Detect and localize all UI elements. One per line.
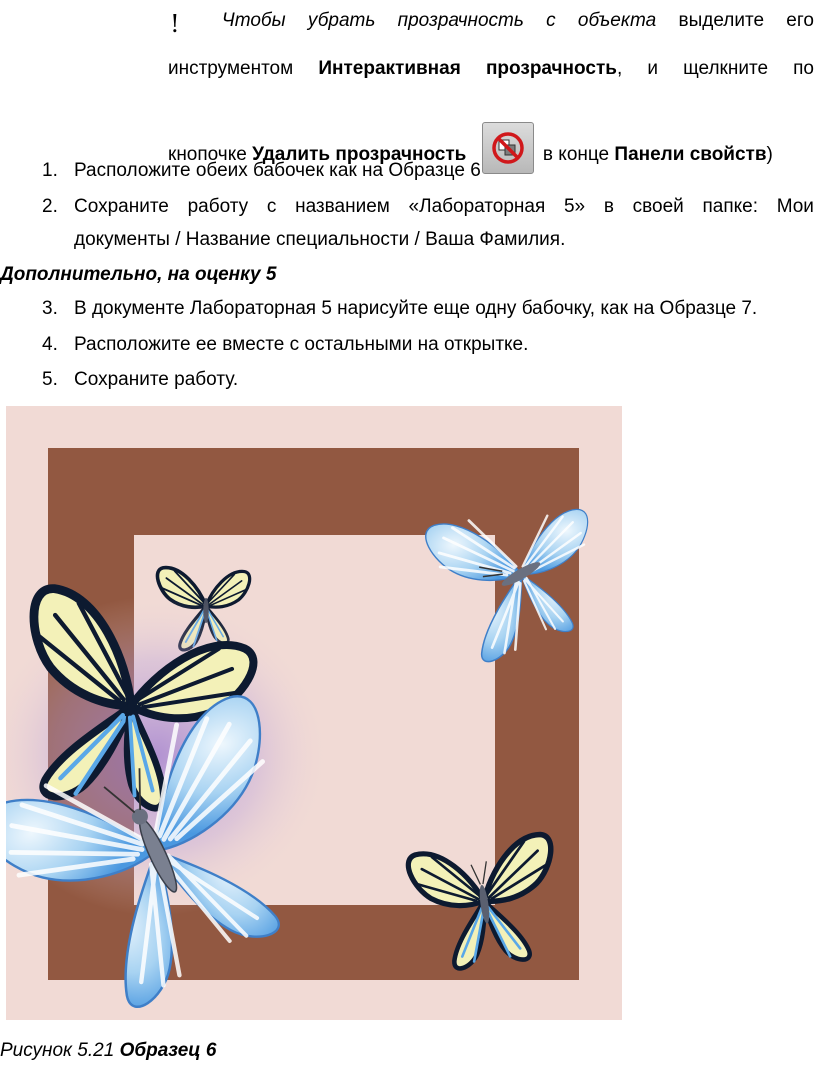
note-word: инструментом <box>168 58 294 79</box>
item-number: 4. <box>42 334 58 355</box>
item-text: Сохраните работу. <box>74 369 239 390</box>
item-word: Сохраните <box>74 196 169 217</box>
item-word: папке: <box>702 196 758 217</box>
item-text: документы / Название специальности / Ваша Фамилия. <box>74 229 566 250</box>
note-word: Чтобы <box>221 10 286 31</box>
list-item <box>42 334 528 356</box>
note-word: выделите <box>678 10 765 31</box>
note-line-2 <box>168 58 814 80</box>
no-transparency-icon <box>490 130 526 166</box>
item-word: своей <box>632 196 684 217</box>
note-word: по <box>793 58 814 79</box>
list-item-number-2 <box>42 196 74 218</box>
list-item <box>42 160 481 182</box>
extra-heading: Дополнительно, на оценку 5 <box>0 264 277 285</box>
caption-title: Образец 6 <box>119 1040 217 1061</box>
postcard-figure <box>6 406 622 1020</box>
remove-transparency-button[interactable] <box>482 122 534 174</box>
figure-caption <box>0 1040 216 1062</box>
note-word: объекта <box>577 10 657 31</box>
caption-prefix: Рисунок 5.21 <box>0 1040 115 1061</box>
item-number: 3. <box>42 298 58 319</box>
item-word: с <box>266 196 277 217</box>
item-word: Мои <box>776 196 814 217</box>
note-line-1 <box>170 10 814 38</box>
note-word: с <box>546 10 556 31</box>
tool-name-part: прозрачность <box>485 58 617 79</box>
item-word: названием <box>295 196 390 217</box>
paren: ) <box>766 144 773 165</box>
item-number: 2. <box>42 196 58 217</box>
panel-name: Панели свойств <box>614 144 767 165</box>
item-text: Расположите ее вместе с остальными на открытке. <box>74 334 529 355</box>
note-word: и <box>647 58 658 79</box>
note-word: щелкните <box>683 58 769 79</box>
comma: , <box>616 58 623 79</box>
note-word: убрать <box>307 10 376 31</box>
note-word: его <box>786 10 814 31</box>
list-item-continuation <box>74 229 565 251</box>
button-name: Удалить прозрачность <box>252 144 467 165</box>
item-word: работу <box>187 196 249 217</box>
tool-name-part: Интерактивная <box>318 58 461 79</box>
item-number: 5. <box>42 369 58 390</box>
list-item <box>42 369 238 391</box>
note-word: кнопочке <box>168 144 247 165</box>
item-text: Расположите обеих бабочек как на Образце 6 <box>74 160 481 181</box>
note-text-italic <box>170 10 200 38</box>
note-word: прозрачность <box>397 10 524 31</box>
item-word: «Лабораторная <box>408 196 546 217</box>
item-word: в <box>603 196 614 217</box>
item-word: 5» <box>563 196 586 217</box>
list-item <box>74 196 814 218</box>
item-number: 1. <box>42 160 58 181</box>
note-word: в конце <box>542 144 610 165</box>
list-item <box>42 298 757 320</box>
exclamation-mark: ! <box>170 10 180 38</box>
item-text: В документе Лабораторная 5 нарисуйте еще одну бабочку, как на Образце 7. <box>74 298 758 319</box>
